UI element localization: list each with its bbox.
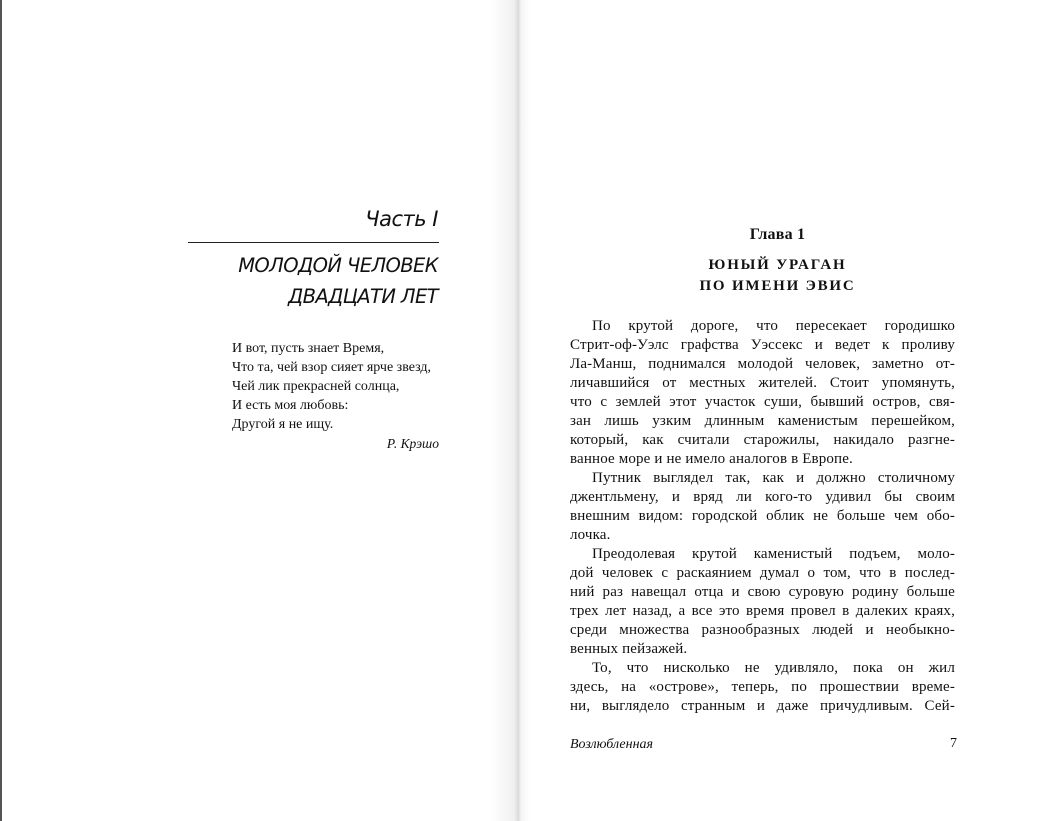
text-line: Путник выглядел так, как и должно столичному <box>592 470 955 486</box>
chapter-title-line: ЮНЫЙ УРАГАН <box>708 257 847 273</box>
text-line: джентльмену, и вряд ли кого-то удивил бы своим <box>570 489 955 505</box>
part-title-line: МОЛОДОЙ ЧЕЛОВЕК <box>238 254 438 277</box>
text-line: зан лишь узким длинным каменистым перешейком, <box>570 413 955 429</box>
epigraph-line: Что та, чей взор сияет ярче звезд, <box>232 360 432 375</box>
epigraph-author: Р. Крэшо <box>386 436 439 451</box>
epigraph-line: Другой я не ищу. <box>232 417 334 432</box>
text-line: внешним видом: городской облик не больше чем обо- <box>570 508 955 524</box>
page-number: 7 <box>950 736 957 751</box>
text-line: который, как считали старожилы, накидало разгне- <box>570 432 955 448</box>
text-line: Ла-Манш, поднимался молодой человек, заметно от- <box>570 356 955 372</box>
text-line: что с землей этот участок суши, бывший остров, свя- <box>570 394 955 410</box>
text-line: личавшийся от местных жителей. Стоит упомянуть, <box>570 375 955 391</box>
left-page <box>0 0 518 821</box>
text-line: Стрит-оф-Уэлс графства Уэссекс и ведет к проливу <box>570 337 955 353</box>
text-line: среди множества разнообразных людей и необыкно- <box>570 622 955 638</box>
text-line: венных пейзажей. <box>570 641 688 657</box>
text-line: То, что нисколько не удивляло, пока он жил <box>592 660 955 676</box>
epigraph-line: И есть моя любовь: <box>232 398 349 413</box>
running-footer-title: Возлюбленная <box>570 737 654 752</box>
text-line: ний раз навещал отца и свою суровую родину больше <box>570 584 955 600</box>
chapter-number: Глава 1 <box>749 226 806 243</box>
part-label: Часть I <box>365 207 438 231</box>
part-title-line: ДВАДЦАТИ ЛЕТ <box>287 285 438 308</box>
text-line: трех лет назад, а все это время провел в далеких краях, <box>570 603 955 619</box>
part-title <box>238 250 438 312</box>
text-line: ни, выглядело странным и даже причудливым. Сей- <box>570 698 955 714</box>
text-line: здесь, на «острове», теперь, по прошествии време- <box>570 679 955 695</box>
chapter-title <box>518 255 1037 297</box>
chapter-title-line: ПО ИМЕНИ ЭВИС <box>699 278 856 294</box>
right-page <box>518 0 1037 821</box>
epigraph-line: Чей лик прекрасней солнца, <box>232 379 400 394</box>
part-divider <box>188 242 439 243</box>
chapter-body-text <box>570 317 955 716</box>
text-line: лочка. <box>570 527 611 543</box>
text-line: ванное море и не имело аналогов в Европе. <box>570 451 853 467</box>
text-line: дой человек с раскаянием думал о том, что в послед- <box>570 565 955 581</box>
text-line: Преодолевая крутой каменистый подъем, моло- <box>592 546 955 562</box>
text-line: По крутой дороге, что пересекает городишко <box>592 318 955 334</box>
epigraph-line: И вот, пусть знает Время, <box>232 341 385 356</box>
epigraph <box>232 339 442 453</box>
